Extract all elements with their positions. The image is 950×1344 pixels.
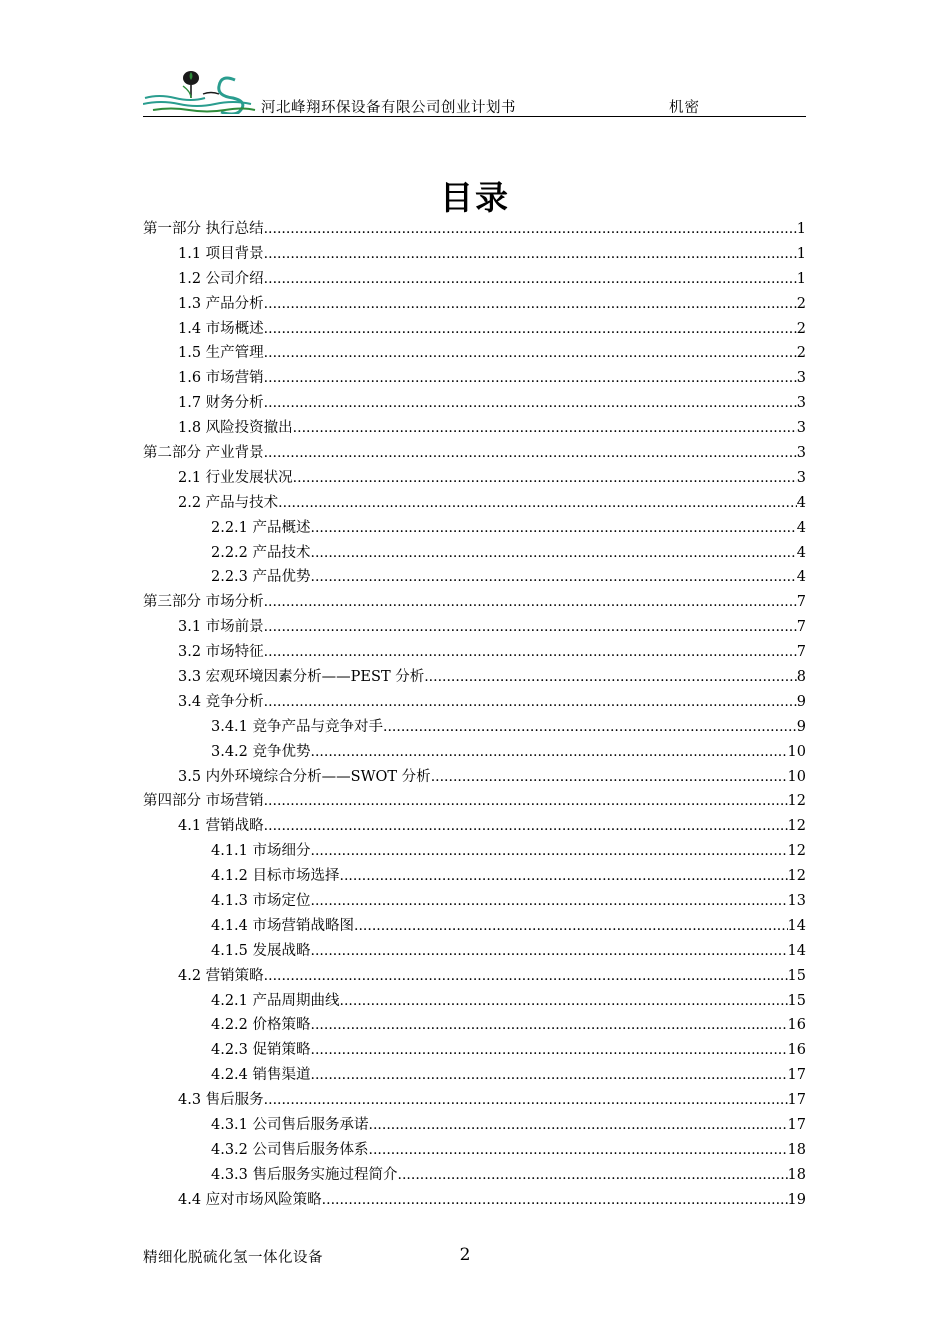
toc-entry-title: 3.5 内外环境综合分析——SWOT 分析 [178,768,431,785]
toc-entry-title: 3.1 市场前景 [178,619,264,636]
toc-dot-leader [264,317,797,342]
toc-entry-page: 15 [787,992,806,1009]
toc-entry[interactable] [143,341,806,366]
toc-dot-leader [383,715,797,740]
toc-entry[interactable] [143,590,806,615]
toc-entry-page: 3 [796,469,806,486]
toc-entry-page: 12 [787,868,806,885]
toc-entry-title: 2.1 行业发展状况 [178,469,293,486]
toc-dot-leader [264,341,797,366]
toc-entry[interactable] [143,366,806,391]
toc-entry[interactable] [143,267,806,292]
toc-dot-leader [311,541,797,566]
toc-entry-page: 4 [796,494,806,511]
toc-entry[interactable] [143,740,806,765]
toc-entry-page: 4 [796,569,806,586]
toc-entry-page: 3 [796,395,806,412]
toc-entry-page: 16 [787,1017,806,1034]
toc-entry-title: 1.2 公司介绍 [178,270,264,287]
toc-dot-leader [264,441,797,466]
toc-entry-title: 4.3.3 售后服务实施过程简介 [211,1166,398,1183]
toc-entry[interactable] [143,864,806,889]
toc-entry-title: 4.1.2 目标市场选择 [211,868,340,885]
toc-dot-leader [322,1188,788,1213]
toc-dot-leader [431,765,788,790]
toc-dot-leader [293,416,797,441]
toc-entry-page: 9 [796,693,806,710]
toc-entry[interactable] [143,565,806,590]
toc-entry-title: 1.8 风险投资撤出 [178,420,293,437]
toc-entry-page: 9 [796,718,806,735]
toc-entry-title: 4.1.3 市场定位 [211,893,311,910]
toc-dot-leader [278,491,797,516]
toc-entry-title: 4.2.4 销售渠道 [211,1067,311,1084]
toc-entry-title: 1.7 财务分析 [178,395,264,412]
toc-entry-title: 3.4.1 竞争产品与竞争对手 [211,718,384,735]
toc-entry[interactable] [143,789,806,814]
toc-dot-leader [311,1038,788,1063]
toc-entry[interactable] [143,242,806,267]
toc-entry-page: 2 [796,295,806,312]
toc-entry-title: 4.3.2 公司售后服务体系 [211,1141,369,1158]
page-header [143,68,806,117]
toc-entry[interactable] [143,1188,806,1213]
toc-dot-leader [311,565,797,590]
toc-entry-title: 1.1 项目背景 [178,245,264,262]
toc-entry-title: 4.4 应对市场风险策略 [178,1191,322,1208]
toc-entry-page: 10 [787,768,806,785]
toc-entry-title: 4.2.1 产品周期曲线 [211,992,340,1009]
toc-entry[interactable] [143,516,806,541]
toc-entry[interactable] [143,217,806,242]
toc-dot-leader [264,267,797,292]
toc-entry-page: 4 [796,519,806,536]
toc-entry[interactable] [143,640,806,665]
toc-dot-leader [264,366,797,391]
toc-entry-title: 4.2 营销策略 [178,967,264,984]
toc-entry-title: 4.1.5 发展战略 [211,942,311,959]
toc-entry[interactable] [143,1163,806,1188]
toc-entry-page: 17 [787,1117,806,1134]
page-number: 2 [459,1245,471,1265]
toc-dot-leader [264,690,797,715]
toc-entry-page: 8 [796,669,806,686]
toc-entry-page: 1 [796,270,806,287]
toc-entry[interactable] [143,989,806,1014]
toc-entry-title: 1.6 市场营销 [178,370,264,387]
toc-dot-leader [340,989,788,1014]
toc-entry[interactable] [143,1063,806,1088]
toc-entry-title: 第三部分 市场分析 [143,594,264,611]
toc-entry[interactable] [143,914,806,939]
toc-entry[interactable] [143,1014,806,1039]
toc-entry-page: 16 [787,1042,806,1059]
toc-entry-page: 19 [787,1191,806,1208]
toc-dot-leader [311,939,788,964]
toc-entry[interactable] [143,416,806,441]
toc-entry[interactable] [143,1138,806,1163]
toc-entry-title: 3.4 竞争分析 [178,693,264,710]
toc-entry-page: 14 [787,917,806,934]
toc-entry-title: 1.3 产品分析 [178,295,264,312]
toc-entry-title: 4.3 售后服务 [178,1092,264,1109]
toc-title: 目录 [440,178,510,217]
toc-dot-leader [311,516,797,541]
toc-dot-leader [264,242,797,267]
toc-entry-title: 3.2 市场特征 [178,644,264,661]
toc-entry-title: 4.1 营销战略 [178,818,264,835]
toc-entry[interactable] [143,541,806,566]
toc-entry-title: 4.1.4 市场营销战略图 [211,917,355,934]
header-document-title: 河北峰翔环保设备有限公司创业计划书 [261,100,516,116]
footer-product-name: 精细化脱硫化氢一体化设备 [143,1250,323,1266]
toc-entry-title: 4.2.2 价格策略 [211,1017,311,1034]
toc-entry-page: 1 [796,245,806,262]
toc-entry-page: 7 [796,619,806,636]
toc-entry[interactable] [143,665,806,690]
toc-entry-title: 4.1.1 市场细分 [211,843,311,860]
toc-dot-leader [340,864,788,889]
toc-dot-leader [264,217,797,242]
toc-entry-page: 13 [787,893,806,910]
toc-entry-page: 12 [787,793,806,810]
toc-entry-title: 2.2.1 产品概述 [211,519,311,536]
toc-entry-page: 7 [796,644,806,661]
toc-entry-page: 1 [796,220,806,237]
toc-dot-leader [264,964,788,989]
toc-entry-title: 2.2.3 产品优势 [211,569,311,586]
toc-dot-leader [311,1013,788,1038]
toc-entry-title: 3.4.2 竞争优势 [211,743,311,760]
toc-dot-leader [264,1088,788,1113]
toc-entry[interactable] [143,715,806,740]
toc-dot-leader [264,292,797,317]
toc-dot-leader [311,1063,788,1088]
toc-entry-page: 12 [787,843,806,860]
toc-entry[interactable] [143,1088,806,1113]
toc-entry-title: 第四部分 市场营销 [143,793,264,810]
toc-entry[interactable] [143,889,806,914]
toc-entry-page: 2 [796,320,806,337]
toc-dot-leader [264,615,797,640]
toc-entry[interactable] [143,615,806,640]
toc-dot-leader [264,590,797,615]
toc-entry-title: 4.2.3 促销策略 [211,1042,311,1059]
toc-dot-leader [311,839,788,864]
toc-entry-title: 1.4 市场概述 [178,320,264,337]
toc-dot-leader [311,740,788,765]
toc-entry-title: 1.5 生产管理 [178,345,264,362]
toc-entry-page: 18 [787,1141,806,1158]
toc-entry[interactable] [143,1113,806,1138]
company-logo-icon [143,68,261,114]
toc-entry[interactable] [143,292,806,317]
toc-entry-page: 3 [796,420,806,437]
toc-entry-title: 3.3 宏观环境因素分析——PEST 分析 [178,669,425,686]
toc-dot-leader [354,914,788,939]
toc-entry-page: 12 [787,818,806,835]
toc-entry-page: 3 [796,445,806,461]
toc-entry-page: 17 [787,1067,806,1084]
toc-entry[interactable] [143,839,806,864]
toc-entry[interactable] [143,466,806,491]
toc-dot-leader [369,1138,788,1163]
toc-entry[interactable] [143,765,806,790]
toc-entry-page: 14 [787,942,806,959]
toc-entry-title: 第一部分 执行总结 [143,220,264,237]
toc-entry[interactable] [143,491,806,516]
toc-entry-page: 17 [787,1092,806,1109]
toc-dot-leader [264,814,788,839]
toc-dot-leader [398,1163,788,1188]
toc-dot-leader [264,640,797,665]
toc-entry[interactable] [143,814,806,839]
toc-entry-title: 4.3.1 公司售后服务承诺 [211,1117,369,1134]
toc-entry-page: 15 [787,967,806,984]
toc-entry-page: 7 [796,594,806,611]
toc-entry-title: 第二部分 产业背景 [143,445,264,461]
toc-dot-leader [293,466,797,491]
header-confidential-label: 机密 [669,100,700,116]
toc-entry[interactable] [143,939,806,964]
toc-dot-leader [264,391,797,416]
toc-entry[interactable] [143,1038,806,1063]
toc-dot-leader [369,1113,788,1138]
toc-dot-leader [311,889,788,914]
toc-entry-page: 2 [796,345,806,362]
toc-dot-leader [264,789,788,814]
toc-dot-leader [424,665,797,690]
toc-entry-page: 4 [796,544,806,561]
toc-entry-page: 3 [796,370,806,387]
toc-entry[interactable] [143,964,806,989]
toc-entry-page: 18 [787,1166,806,1183]
toc-entry[interactable] [143,690,806,715]
toc-entry-page: 10 [787,743,806,760]
toc-entry[interactable] [143,441,806,466]
toc-entry[interactable] [143,391,806,416]
toc-entry[interactable] [143,317,806,342]
toc-entry-title: 2.2 产品与技术 [178,494,279,511]
toc-entry-title: 2.2.2 产品技术 [211,544,311,561]
table-of-contents [143,217,806,1213]
